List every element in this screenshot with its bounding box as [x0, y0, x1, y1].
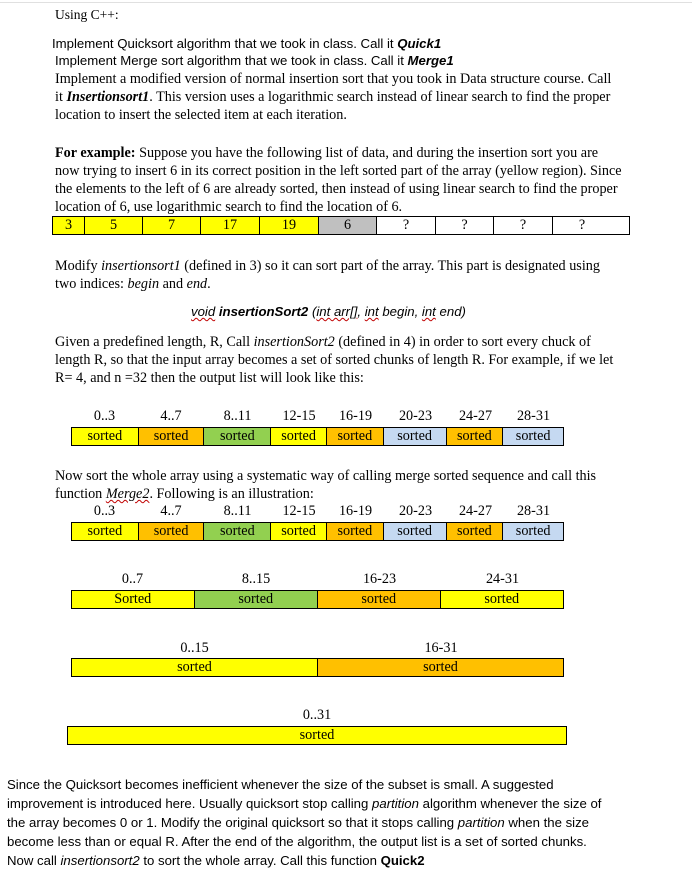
task-5-line-2: length R, so that the input array becomes a set of sorted chunks of length R. For example, if we let	[55, 352, 614, 368]
merge-cell: Sorted	[72, 591, 195, 608]
sig-end: end)	[435, 304, 466, 319]
chunk-cell: sorted	[384, 523, 447, 540]
merge-cell: sorted	[318, 591, 441, 608]
task-7-text-e: Now call	[7, 853, 61, 868]
chunk-cell: sorted	[204, 523, 271, 540]
chunk-range: 12-15	[282, 408, 316, 424]
sig-fn: insertionSort2	[218, 304, 309, 319]
task-4-and: and	[159, 276, 187, 292]
task-4-text-a: Modify	[55, 258, 102, 274]
task-7-text-c: the array becomes 0 or 1. Modify the original quicksort so that it stops calling	[7, 815, 458, 830]
chunk-cell: sorted	[327, 523, 384, 540]
example-line-4: location of 6, use logarithmic search to find the location of 6.	[55, 199, 403, 215]
chunk-range: 4..7	[160, 408, 182, 424]
task-5-text-b: (defined in 4) in order to sort every chuck of	[334, 334, 591, 350]
chunk-range: 8..11	[223, 408, 252, 424]
chunk-range: 20-23	[398, 503, 433, 519]
merge-level-3-row	[71, 658, 564, 677]
task-6-fn-name: Merge2	[105, 486, 150, 502]
sig-begin: begin	[378, 304, 415, 319]
task-4-end: end	[186, 276, 208, 292]
task-3-rest: . This version uses a logarithmic search instead of linear search to find the proper	[149, 89, 611, 105]
chunk-range: 4..7	[160, 503, 182, 519]
example-line-1-text: Suppose you have the following list of data, and during the insertion sort you are	[135, 145, 599, 161]
task-4-dot: .	[207, 276, 211, 292]
chunk-range: 24-27	[458, 503, 493, 519]
task-5-line-3: R= 4, and n =32 then the output list will look like this:	[55, 370, 364, 386]
task-6-text-b: . Following is an illustration:	[149, 486, 314, 502]
chunk-cell: sorted	[139, 523, 205, 540]
chunk-cell: sorted	[327, 428, 384, 445]
task-7-text-f: to sort the whole array. Call this function	[139, 853, 381, 868]
task-3-it: it	[55, 89, 67, 105]
chunks-row	[71, 427, 564, 446]
merge-range: 16-31	[424, 640, 458, 656]
array-cell: 3	[53, 217, 85, 234]
task-7-text-d: when the size	[504, 815, 590, 830]
merge-level-4-row	[67, 726, 567, 745]
sig-int: int	[316, 304, 331, 319]
example-line-1	[55, 144, 598, 162]
chunk-cell: sorted	[447, 523, 504, 540]
task-3-line-2	[55, 88, 610, 106]
function-signature	[191, 303, 466, 321]
merge-cell: sorted	[68, 727, 566, 744]
merge-range: 0..15	[180, 640, 209, 656]
task-1	[52, 35, 441, 53]
example-line-2: now trying to insert 6 in its correct position in the left sorted part of the array (yellow region). Since	[55, 163, 622, 179]
task-2	[55, 52, 454, 70]
chunk-range: 24-27	[458, 408, 493, 424]
chunk-cell: sorted	[139, 428, 205, 445]
heading: Using C++:	[55, 7, 119, 22]
page-top-border	[0, 2, 692, 3]
merge-range: 8..15	[241, 571, 271, 587]
task-7-partition: partition	[457, 815, 505, 830]
task-4-text-c: two indices:	[55, 276, 128, 292]
array-cell: ?	[377, 217, 436, 234]
array-cell: ?	[494, 217, 553, 234]
merge-level-1-row	[71, 522, 564, 541]
chunk-cell: sorted	[271, 523, 327, 540]
sig-int: int	[421, 304, 436, 319]
chunk-range: 20-23	[398, 408, 433, 424]
task-3-name: Insertionsort1	[66, 89, 150, 105]
array-cell: ?	[436, 217, 494, 234]
example-array	[52, 216, 630, 235]
chunk-range: 0..3	[93, 503, 116, 519]
chunk-cell: sorted	[503, 428, 563, 445]
merge-cell: sorted	[72, 659, 318, 676]
task-7-partition: partition	[372, 796, 419, 811]
task-5-fn-name: insertionSort2	[253, 334, 335, 350]
chunk-cell: sorted	[204, 428, 271, 445]
merge-level-2-row	[71, 590, 564, 609]
task-3-line-1: Implement a modified version of normal insertion sort that you took in Data structure course. Call	[55, 71, 612, 87]
task-1-name: Quick1	[397, 36, 442, 51]
merge-range: 24-31	[485, 571, 520, 587]
task-5-line-1	[55, 333, 591, 351]
array-cell: ?	[553, 217, 611, 234]
sig-void: void	[191, 304, 216, 319]
merge-range: 16-23	[362, 571, 397, 587]
task-4-begin: begin	[127, 276, 160, 292]
task-7-text-a: improvement is introduced here. Usually quicksort stop calling	[7, 796, 373, 811]
chunk-cell: sorted	[271, 428, 327, 445]
chunk-range: 12-15	[282, 503, 316, 519]
example-label: For example:	[55, 145, 136, 161]
chunk-cell: sorted	[384, 428, 447, 445]
chunk-cell: sorted	[72, 428, 139, 445]
chunk-range: 28-31	[516, 408, 551, 424]
task-7-line-4: become less than or equal R. After the end of the algorithm, the output list is a set of sorted chunks.	[7, 834, 587, 849]
array-cell-current: 6	[319, 217, 377, 234]
chunk-cell: sorted	[503, 523, 563, 540]
task-7-fn-name: Quick2	[380, 853, 425, 868]
chunk-range: 16-19	[338, 408, 373, 424]
sig-comma: ,	[357, 304, 365, 319]
task-7-line-2	[7, 795, 601, 813]
task-6-text-a: function	[55, 486, 106, 502]
sig-comma: ,	[414, 304, 422, 319]
merge-cell: sorted	[441, 591, 564, 608]
task-7-line-5	[7, 852, 425, 870]
task-4-text-b: (defined in 3) so it can sort part of the array. This part is designated using	[180, 258, 600, 274]
task-5-text-a: Given a predefined length, R, Call	[55, 334, 254, 350]
task-1-text: Implement Quicksort algorithm that we took in class. Call it	[52, 36, 398, 51]
array-cell: 19	[260, 217, 319, 234]
array-cell: 7	[143, 217, 201, 234]
chunk-range: 0..3	[93, 408, 116, 424]
task-7-line-1: Since the Quicksort becomes inefficient whenever the size of the subset is small. A suggested	[7, 777, 554, 792]
array-cell: 17	[201, 217, 260, 234]
chunk-range: 8..11	[223, 503, 252, 519]
task-7-text-b: algorithm whenever the size of	[418, 796, 602, 811]
sig-int: int	[364, 304, 379, 319]
task-2-name: Merge1	[407, 53, 454, 68]
chunk-cell: sorted	[447, 428, 504, 445]
task-3-line-3: location to insert the selected item at each iteration.	[55, 107, 347, 123]
array-cell: 5	[85, 217, 143, 234]
example-line-3: the elements to the left of 6 are already sorted, then instead of using linear search to find the proper	[55, 181, 618, 197]
task-4-line-2	[55, 275, 211, 293]
task-4-line-1	[55, 257, 600, 275]
sig-arr: arr[]	[330, 304, 358, 319]
merge-cell: sorted	[318, 659, 563, 676]
merge-range: 0..31	[302, 707, 332, 723]
chunk-range: 16-19	[338, 503, 373, 519]
task-7-insertionsort2: insertionsort2	[60, 853, 140, 868]
sig-open: (	[308, 304, 317, 319]
chunk-cell: sorted	[72, 523, 139, 540]
task-2-text: Implement Merge sort algorithm that we took in class. Call it	[55, 53, 408, 68]
task-7-line-3	[7, 814, 589, 832]
task-6-line-2	[55, 485, 314, 503]
merge-cell: sorted	[195, 591, 319, 608]
task-4-fn-name: insertionsort1	[101, 258, 181, 274]
merge-range: 0..7	[121, 571, 144, 587]
chunk-range: 28-31	[516, 503, 551, 519]
task-6-line-1: Now sort the whole array using a systematic way of calling merge sorted sequence and call this	[55, 468, 597, 484]
